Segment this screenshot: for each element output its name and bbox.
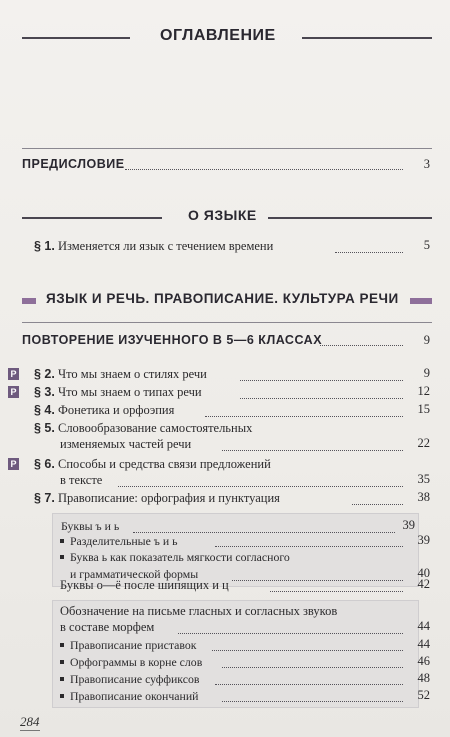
box1-item-2[interactable] — [60, 549, 290, 565]
speech-badge-s6: Р — [8, 458, 19, 470]
bullet-icon — [60, 539, 64, 543]
box3-item-2-page: 46 — [417, 654, 430, 668]
section-number: § 6. — [34, 457, 55, 471]
box1-item-1-leader — [215, 546, 403, 547]
s5-page: 22 — [417, 436, 430, 450]
review-leader — [320, 345, 403, 346]
s2-page: 9 — [423, 366, 430, 380]
box3-item-3-page: 48 — [417, 671, 430, 685]
toc-entry-s1[interactable] — [34, 238, 273, 254]
box3-item-1[interactable] — [60, 637, 197, 653]
section-title: Что мы знаем о стилях речи — [57, 367, 207, 381]
box3-item-4-leader — [222, 701, 403, 702]
box1-item-2-label: Буква ь как показатель мягкости согласного — [70, 550, 290, 564]
s5-leader — [222, 450, 403, 451]
bullet-icon — [60, 555, 64, 559]
s2-leader — [240, 380, 403, 381]
section-title: Фонетика и орфоэпия — [57, 403, 175, 417]
box3-item-2-label: Орфограммы в корне слов — [70, 655, 203, 669]
speech-badge-s3: Р — [8, 386, 19, 398]
part-heading: ЯЗЫК И РЕЧЬ. ПРАВОПИСАНИЕ. КУЛЬТУРА РЕЧИ — [46, 291, 399, 306]
part-bar-right — [410, 298, 432, 304]
box3-item-4[interactable] — [60, 688, 198, 704]
box3-item-2[interactable] — [60, 654, 202, 670]
title-rule-right — [302, 37, 432, 39]
page-title: ОГЛАВЛЕНИЕ — [160, 27, 276, 44]
bullet-icon — [60, 643, 64, 647]
box1-item-1-label: Разделительные ъ и ь — [70, 534, 178, 548]
box3-item-1-leader — [212, 650, 403, 651]
box3-item-2-leader — [222, 667, 403, 668]
bullet-icon — [60, 694, 64, 698]
box1-title[interactable]: Буквы ъ и ь — [61, 519, 120, 533]
review-rule — [22, 322, 432, 323]
section-number: § 4. — [34, 403, 55, 417]
s6-page: 35 — [417, 472, 430, 486]
s4-page: 15 — [417, 402, 430, 416]
s3-page: 12 — [417, 384, 430, 398]
preface-rule — [22, 148, 432, 149]
preface-label[interactable]: ПРЕДИСЛОВИЕ — [22, 157, 125, 171]
box3-title-page: 44 — [417, 619, 430, 633]
box3-title[interactable]: Обозначение на письме гласных и согласных звуков — [60, 604, 338, 618]
box1-item-2-leader — [232, 580, 403, 581]
page-number: 284 — [20, 714, 40, 729]
section-title: Способы и средства связи предложений — [57, 457, 271, 471]
box3-item-1-label: Правописание приставок — [70, 638, 197, 652]
toc-entry-s4[interactable] — [34, 402, 174, 418]
speech-badge-s2: Р — [8, 368, 19, 380]
box3-item-1-page: 44 — [417, 637, 430, 651]
box3-title-line2: в составе морфем — [60, 620, 155, 634]
s7-leader — [352, 504, 403, 505]
s1-page: 5 — [423, 238, 430, 252]
box2-title[interactable]: Буквы о—ё после шипящих и ц — [60, 578, 229, 592]
box2-page: 42 — [417, 577, 430, 591]
s3-leader — [240, 398, 403, 399]
about-rule-left — [22, 217, 162, 219]
review-label[interactable]: ПОВТОРЕНИЕ ИЗУЧЕННОГО В 5—6 КЛАССАХ — [22, 333, 323, 347]
box1-item-1-page: 39 — [417, 533, 430, 547]
section-title: Правописание: орфография и пунктуация — [57, 491, 280, 505]
section-number: § 5. — [34, 421, 55, 435]
s4-leader — [205, 416, 403, 417]
preface-leader — [125, 169, 403, 170]
about-heading: О ЯЗЫКЕ — [188, 207, 257, 223]
section-title: Словообразование самостоятельных — [57, 421, 253, 435]
s7-page: 38 — [417, 490, 430, 504]
s5-title-line2: изменяемых частей речи — [60, 437, 192, 451]
box1-item-2-line2: и грамматической формы — [70, 567, 199, 581]
review-page: 9 — [423, 333, 430, 347]
section-number: § 3. — [34, 385, 55, 399]
toc-entry-s2[interactable] — [34, 366, 207, 382]
box3-item-4-label: Правописание окончаний — [70, 689, 199, 703]
toc-entry-s3[interactable] — [34, 384, 202, 400]
s6-leader — [118, 486, 403, 487]
box1-item-1[interactable] — [60, 533, 177, 549]
preface-page: 3 — [423, 157, 430, 171]
toc-entry-s7[interactable] — [34, 490, 280, 506]
box1-item-2-page: 40 — [417, 566, 430, 580]
s1-leader — [335, 252, 403, 253]
toc-entry-s6[interactable] — [34, 456, 271, 472]
box3-item-4-page: 52 — [417, 688, 430, 702]
section-title: Что мы знаем о типах речи — [57, 385, 202, 399]
box3-title-leader — [178, 633, 403, 634]
box3-item-3-leader — [215, 684, 403, 685]
section-number: § 2. — [34, 367, 55, 381]
bullet-icon — [60, 660, 64, 664]
section-title: Изменяется ли язык с течением времени — [57, 239, 274, 253]
box1-title-page: 39 — [402, 518, 415, 532]
bullet-icon — [60, 677, 64, 681]
s6-title-line2: в тексте — [60, 473, 103, 487]
toc-entry-s5[interactable] — [34, 420, 252, 436]
about-rule-right — [268, 217, 432, 219]
box3-item-3-label: Правописание суффиксов — [70, 672, 200, 686]
title-rule-left — [22, 37, 130, 39]
box2-leader — [270, 591, 403, 592]
part-bar-left — [22, 298, 36, 304]
box3-item-3[interactable] — [60, 671, 199, 687]
section-number: § 7. — [34, 491, 55, 505]
section-number: § 1. — [34, 239, 55, 253]
